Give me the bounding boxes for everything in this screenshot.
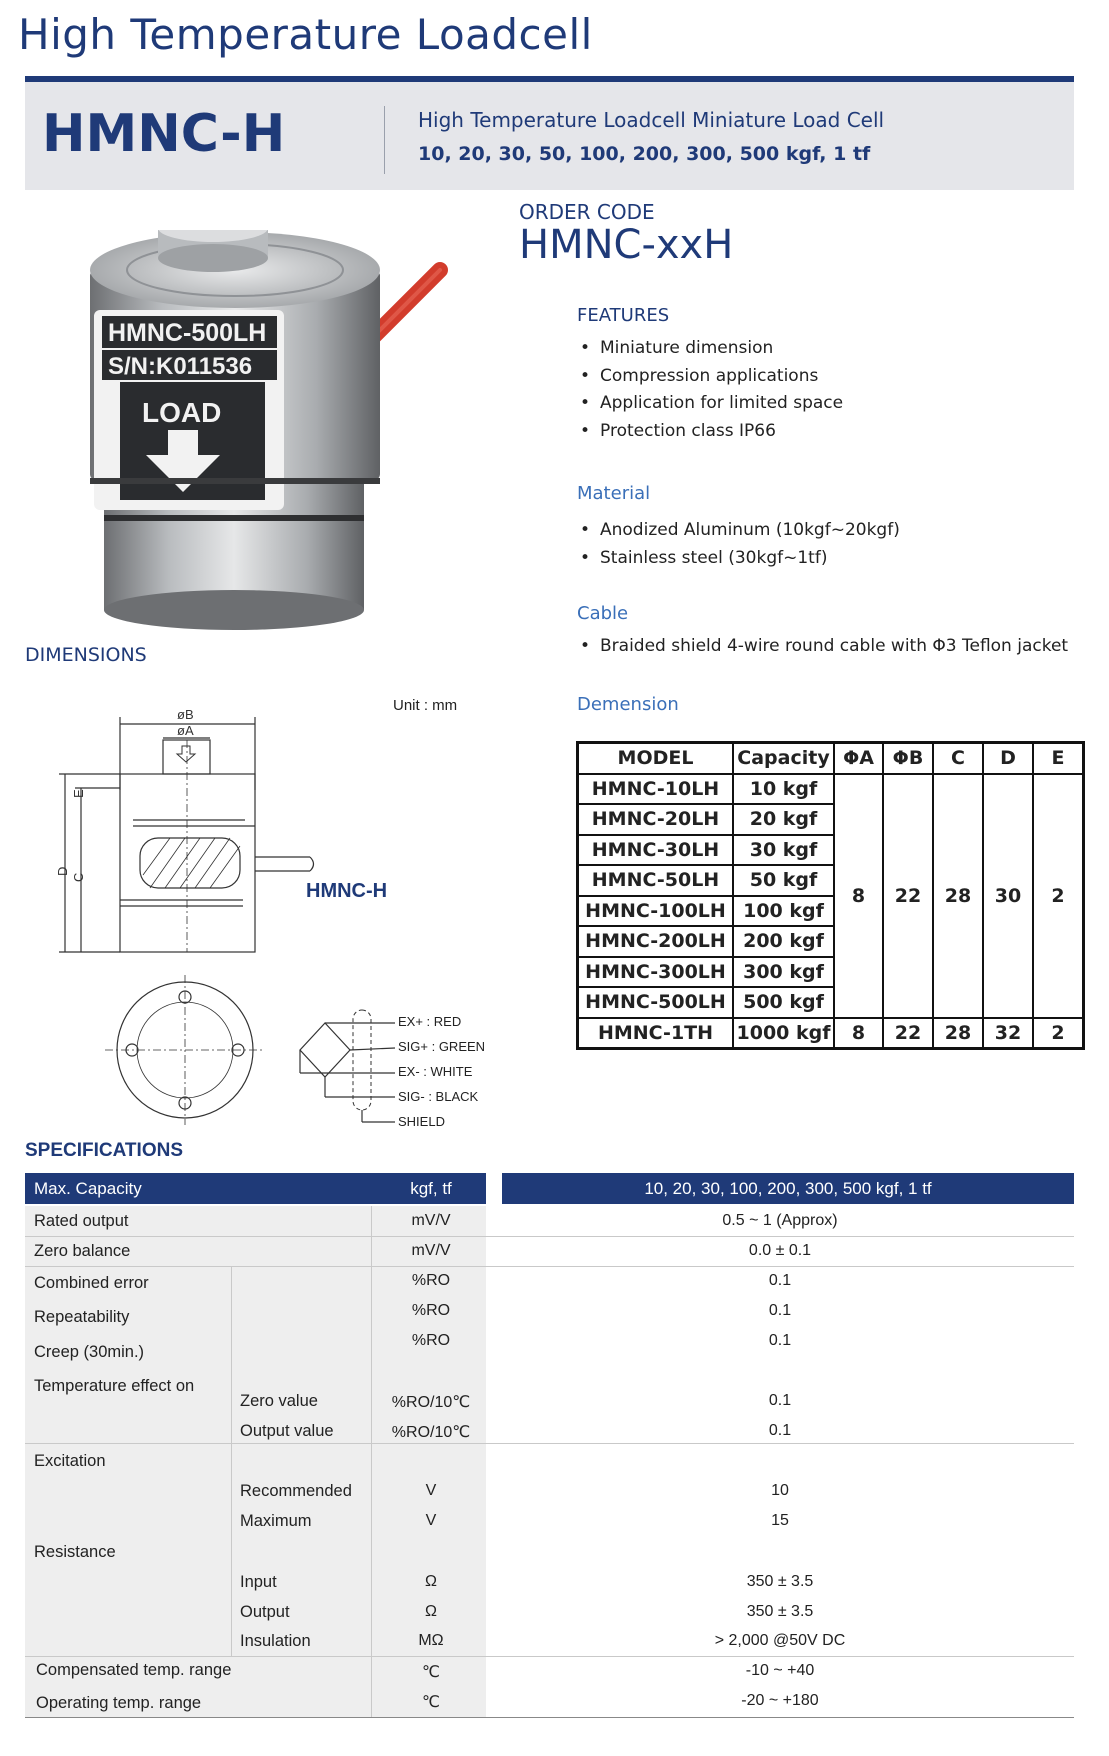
spec-creep-value: 0.1 [768,1332,792,1349]
list-item: • Anodized Aluminum (10kgf~20kgf) [580,517,900,545]
spec-zero-balance-value: 0.0 ± 0.1 [748,1242,812,1259]
spec-comp-temp-unit: ℃ [422,1664,440,1681]
spec-recommended-value: 10 [771,1482,789,1499]
material-list [580,517,900,572]
spec-input-label: Input [240,1573,277,1591]
order-code-label: ORDER CODE [519,200,655,224]
cell-model: HMNC-500LH [578,987,734,1018]
cell-capacity: 10 kgf [733,774,834,805]
spec-combined-error-value: 0.1 [768,1272,792,1289]
cell-phi-a: 8 [834,774,883,1018]
cell-capacity: 30 kgf [733,835,834,866]
spec-header-value: 10, 20, 30, 100, 200, 300, 500 kgf, 1 tf [502,1173,1074,1204]
wire-sig-minus: SIG- : BLACK [398,1089,479,1104]
wire-ex-plus: EX+ : RED [398,1014,462,1029]
spec-input-unit: Ω [425,1573,437,1590]
cell-capacity: 100 kgf [733,896,834,927]
label-c: C [71,872,86,882]
dimensions-heading: DIMENSIONS [25,644,147,666]
spec-rated-output-value: 0.5 ~ 1 (Approx) [722,1212,838,1229]
spec-op-temp-value: -20 ~ +180 [741,1692,819,1709]
spec-zero-balance-label: Zero balance [34,1242,131,1260]
cell-capacity: 1000 kgf [733,1018,834,1049]
spec-output-value: 350 ± 3.5 [746,1603,814,1620]
specifications-heading: SPECIFICATIONS [25,1140,183,1161]
label-model: HMNC-500LH [108,319,267,347]
list-item: • Compression applications [580,363,843,391]
spec-header-label: Max. Capacity [25,1173,380,1204]
banner-subtitle: High Temperature Loadcell Miniature Load Cell [418,108,885,132]
cell-model: HMNC-100LH [578,896,734,927]
demension-heading: Demension [577,694,679,715]
label-d: D [55,866,70,876]
spec-output-label: Output [240,1603,290,1621]
spec-resistance-label: Resistance [34,1543,116,1561]
spec-rule [25,1236,1074,1237]
col-e: E [1033,743,1084,774]
cell-e: 2 [1033,1018,1084,1049]
spec-recommended-label: Recommended [240,1482,352,1500]
spec-output-unit: Ω [425,1603,437,1620]
banner-capacities: 10, 20, 30, 50, 100, 200, 300, 500 kgf, 1 tf [418,143,871,165]
list-item: • Braided shield 4-wire round cable with Φ3 Teflon jacket [580,633,1068,661]
cell-model: HMNC-300LH [578,957,734,988]
wiring-diagram [295,1005,405,1130]
spec-creep-unit: %RO [411,1332,451,1349]
spec-rule [25,1656,1074,1657]
drawing-model-label: HMNC-H [306,880,388,902]
spec-header-unit: kgf, tf [376,1173,486,1204]
col-model: MODEL [578,743,734,774]
list-item: • Protection class IP66 [580,418,843,446]
spec-insulation-value: > 2,000 @50V DC [714,1632,846,1649]
table-row [578,1018,1084,1049]
table-row [578,774,1084,805]
spec-rated-output-unit: mV/V [411,1212,451,1229]
cable-heading: Cable [577,603,629,624]
label-load: LOAD [142,397,222,428]
spec-repeatability-label: Repeatability [34,1308,130,1326]
wire-ex-minus: EX- : WHITE [398,1064,473,1079]
spec-insulation-label: Insulation [240,1632,311,1650]
spec-output-value-unit: %RO/10℃ [391,1424,471,1441]
col-c: C [933,743,983,774]
spec-output-value-value: 0.1 [768,1422,792,1439]
cell-phi-b: 22 [883,774,933,1018]
cell-capacity: 200 kgf [733,926,834,957]
cell-capacity: 300 kgf [733,957,834,988]
list-item: • Stainless steel (30kgf~1tf) [580,545,900,573]
spec-rule [25,1717,1074,1718]
label-phi-a: øA [177,723,194,738]
spec-temp-effect-label: Temperature effect on [34,1377,195,1395]
spec-recommended-unit: V [425,1482,437,1499]
cell-model: HMNC-1TH [578,1018,734,1049]
spec-comp-temp-value: -10 ~ +40 [745,1662,815,1679]
table-header-row [578,743,1084,774]
page-title: High Temperature Loadcell [18,10,593,59]
col-capacity: Capacity [733,743,834,774]
spec-creep-label: Creep (30min.) [34,1343,145,1361]
cell-d: 30 [983,774,1033,1018]
unit-label: Unit : mm [393,697,458,714]
cell-d: 32 [983,1018,1033,1049]
cell-phi-b: 22 [883,1018,933,1049]
spec-rated-output-label: Rated output [34,1212,129,1230]
body-groove [104,515,364,521]
material-heading: Material [577,483,651,504]
spec-rule [25,1443,1074,1444]
spec-maximum-label: Maximum [240,1512,312,1530]
features-heading: FEATURES [577,305,670,326]
cell-model: HMNC-50LH [578,865,734,896]
cell-c: 28 [933,774,983,1018]
spec-op-temp-label: Operating temp. range [36,1694,202,1712]
cell-capacity: 20 kgf [733,804,834,835]
spec-repeatability-value: 0.1 [768,1302,792,1319]
cell-capacity: 50 kgf [733,865,834,896]
spec-zero-balance-unit: mV/V [411,1242,451,1259]
wire-sig-plus: SIG+ : GREEN [398,1039,486,1054]
cell-model: HMNC-10LH [578,774,734,805]
cell-capacity: 500 kgf [733,987,834,1018]
spec-zero-value-unit: %RO/10℃ [391,1394,471,1411]
cell-model: HMNC-30LH [578,835,734,866]
spec-divider [231,1267,232,1656]
cell-c: 28 [933,1018,983,1049]
list-item: • Application for limited space [580,390,843,418]
spec-insulation-unit: MΩ [418,1632,444,1649]
product-photo [80,230,460,640]
spec-combined-error-unit: %RO [411,1272,451,1289]
dimension-table [576,741,1085,1050]
cell-phi-a: 8 [834,1018,883,1049]
cell-e: 2 [1033,774,1084,1018]
spec-combined-error-label: Combined error [34,1274,149,1292]
label-e: E [71,789,86,798]
spec-maximum-value: 15 [771,1512,789,1529]
banner-divider [384,106,385,174]
label-serial: S/N:K011536 [108,353,253,380]
label-phi-b: øB [177,707,194,722]
spec-rule [25,1266,1074,1267]
spec-divider [371,1206,372,1717]
col-phi-a: ΦA [834,743,883,774]
features-list [580,335,843,445]
spec-output-value-label: Output value [240,1422,334,1440]
order-code: HMNC-xxH [519,222,734,268]
spec-zero-value-value: 0.1 [768,1392,792,1409]
model-name: HMNC-H [42,104,286,164]
spec-repeatability-unit: %RO [411,1302,451,1319]
list-item: • Miniature dimension [580,335,843,363]
spec-input-value: 350 ± 3.5 [746,1573,814,1590]
col-d: D [983,743,1033,774]
wire-shield: SHIELD [398,1114,445,1129]
spec-zero-value-label: Zero value [240,1392,318,1410]
spec-op-temp-unit: ℃ [422,1694,440,1711]
spec-excitation-label: Excitation [34,1452,106,1470]
dimension-drawing [55,700,335,1140]
cell-model: HMNC-200LH [578,926,734,957]
spec-comp-temp-label: Compensated temp. range [36,1661,232,1679]
col-phi-b: ΦB [883,743,933,774]
spec-maximum-unit: V [425,1512,437,1529]
cell-model: HMNC-20LH [578,804,734,835]
cable-list [580,633,1068,661]
